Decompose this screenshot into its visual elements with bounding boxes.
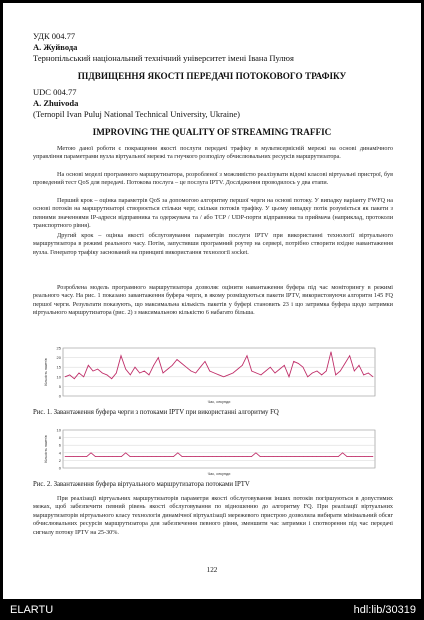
data-point: [307, 376, 308, 377]
x-axis-label: Час, секунди: [207, 472, 231, 476]
data-point: [144, 371, 145, 372]
data-point: [134, 456, 135, 457]
data-point: [121, 456, 122, 457]
data-point: [265, 371, 266, 372]
data-point: [312, 456, 313, 457]
data-point: [93, 371, 94, 372]
data-point: [242, 365, 243, 366]
data-point: [163, 373, 164, 374]
title-ua: ПІДВИЩЕННЯ ЯКОСТІ ПЕРЕДАЧІ ПОТОКОВОГО ТРАФІКУ: [77, 71, 347, 81]
data-point: [273, 456, 274, 457]
data-point: [223, 376, 224, 377]
data-point: [104, 456, 105, 457]
data-point: [221, 456, 222, 457]
data-point: [212, 456, 213, 457]
y-tick-label: 6: [58, 442, 61, 448]
data-point: [167, 369, 168, 370]
data-point: [191, 371, 192, 372]
data-point: [347, 456, 348, 457]
data-point: [139, 373, 140, 374]
paragraph-3: Перший крок – оцінка параметрів QoS за допомогою алгоритму першої черги на основі потоку. У випадку варіанту FWFQ на основі потоків на маршрутизаторі створюється стільки черг, скільки потоків трафіку. У цьому випадку потік розуміється як пакети з певними значеннями IP-адреси відправника та одержувача та / або TCP / UDP-порти відправника та приймача (наприклад, протоколи транспортного рівня).: [33, 197, 393, 230]
data-point: [186, 456, 187, 457]
y-tick-label: 0: [58, 465, 61, 471]
y-tick-label: 8: [58, 435, 61, 441]
data-point: [243, 456, 244, 457]
data-point: [368, 456, 369, 457]
virtual-router-buffer-chart: [41, 427, 381, 477]
plot-area: [63, 430, 375, 468]
data-point: [256, 452, 257, 453]
data-point: [190, 456, 191, 457]
data-point: [69, 375, 70, 376]
data-point: [121, 355, 122, 356]
data-point: [111, 378, 112, 379]
data-point: [186, 367, 187, 368]
data-point: [138, 456, 139, 457]
data-point: [135, 367, 136, 368]
data-point: [91, 452, 92, 453]
data-point: [173, 456, 174, 457]
data-point: [169, 456, 170, 457]
page-number: 122: [206, 566, 218, 574]
data-point: [293, 361, 294, 362]
data-point: [69, 456, 70, 457]
data-point: [99, 456, 100, 457]
plot-area: [63, 348, 375, 396]
data-point: [233, 373, 234, 374]
data-point: [238, 456, 239, 457]
data-point: [289, 376, 290, 377]
data-point: [208, 456, 209, 457]
data-point: [256, 373, 257, 374]
data-point: [286, 456, 287, 457]
data-point: [303, 367, 304, 368]
y-tick-label: 10: [56, 427, 61, 433]
data-point: [79, 373, 80, 374]
data-point: [182, 456, 183, 457]
data-point: [334, 456, 335, 457]
data-point: [340, 371, 341, 372]
data-point: [373, 456, 374, 457]
figure-1-caption: Рис. 1. Завантаження буфера черги з потоками IPTV при використанні алгоритму FQ: [33, 409, 279, 416]
data-point: [354, 371, 355, 372]
data-point: [83, 376, 84, 377]
repository-name: ELARTU: [10, 604, 54, 616]
data-point: [284, 365, 285, 366]
y-tick-label: 2: [58, 457, 61, 463]
data-point: [156, 456, 157, 457]
data-point: [269, 456, 270, 457]
data-point: [360, 456, 361, 457]
figure-2-caption: Рис. 2. Завантаження буфера віртуального маршрутизатора потоками IPTV: [33, 481, 250, 488]
data-point: [261, 375, 262, 376]
data-point: [102, 373, 103, 374]
data-point: [247, 355, 248, 356]
data-point: [125, 369, 126, 370]
data-point: [355, 456, 356, 457]
data-point: [177, 359, 178, 360]
affiliation-ua: Тернопільський національний технічний університет імені Івана Пулюя: [33, 53, 294, 63]
data-point: [329, 456, 330, 457]
paragraph-1: Метою даної роботи є покращення якості послуги передачі трафіку в мультисервісній мережі на основі динамічного управління параметрами вузла віртуальної мережі та гнучкого розподілу обчислювальних ресурсів маршрутизатора.: [33, 145, 393, 161]
data-point: [73, 456, 74, 457]
data-point: [251, 371, 252, 372]
data-point: [149, 375, 150, 376]
buffer-queue-chart: [41, 345, 381, 405]
data-point: [308, 456, 309, 457]
data-point: [303, 456, 304, 457]
data-point: [234, 456, 235, 457]
footer-bar: [0, 600, 424, 620]
data-point: [331, 351, 332, 352]
data-point: [214, 373, 215, 374]
data-point: [264, 456, 265, 457]
y-tick-label: 10: [56, 374, 61, 380]
data-point: [321, 456, 322, 457]
data-point: [143, 456, 144, 457]
data-point: [225, 456, 226, 457]
y-tick-label: 0: [58, 393, 61, 399]
data-point: [74, 378, 75, 379]
paragraph-4: Другий крок – оцінка якості обслуговування параметрів послуги IPTV при використанні технології віртуального маршрутизатора в режимі реального часу. Потім, запустивши програмний роутер на сервері, потрібно створити вхідне навантаження вузла. Генератор трафіку заснований на принципі використання технології socket.: [33, 232, 393, 256]
data-point: [345, 363, 346, 364]
data-point: [130, 375, 131, 376]
x-axis-label: Час, секунди: [207, 400, 231, 404]
data-point: [125, 452, 126, 453]
data-point: [275, 373, 276, 374]
y-tick-label: 5: [58, 383, 61, 389]
data-point: [368, 373, 369, 374]
data-point: [203, 456, 204, 457]
data-point: [153, 365, 154, 366]
data-point: [95, 456, 96, 457]
data-point: [270, 367, 271, 368]
data-point: [108, 456, 109, 457]
data-point: [364, 456, 365, 457]
data-point: [342, 452, 343, 453]
data-point: [65, 376, 66, 377]
data-point: [209, 371, 210, 372]
y-tick-label: 4: [58, 450, 61, 456]
data-point: [172, 365, 173, 366]
y-axis-label: Кількість пакетів: [44, 435, 48, 463]
data-point: [317, 371, 318, 372]
data-point: [147, 456, 148, 457]
udc-ua: УДК 004.77: [33, 31, 76, 41]
data-point: [199, 456, 200, 457]
data-point: [359, 365, 360, 366]
data-point: [216, 456, 217, 457]
data-point: [282, 456, 283, 457]
y-tick-label: 20: [56, 355, 61, 361]
data-point: [237, 369, 238, 370]
data-point: [335, 375, 336, 376]
data-point: [107, 375, 108, 376]
data-point: [78, 456, 79, 457]
y-axis-label: Кількість пакетів: [44, 358, 48, 386]
data-point: [326, 371, 327, 372]
data-point: [117, 456, 118, 457]
udc-en: UDC 004.77: [33, 87, 77, 97]
data-point: [351, 456, 352, 457]
paragraph-5: Розроблена модель програмного маршрутизатора дозволяє оцінити навантаження буфера під час моніторингу в режимі реального часу. На рис. 1 показано завантаження буфера черги, в якому розміщуються пакети IPTV, використовуючи алгоритм 145 FQ першої черги. Результати показують, що максимальна кількість пакетів у буфері становить 23 і що затримка буфера щодо затримки віртуального маршрутизатора (рис. 2) з максимальною кількістю 6 набагато більша.: [33, 284, 393, 317]
data-point: [373, 376, 374, 377]
title-en: IMPROVING THE QUALITY OF STREAMING TRAFFIC: [92, 127, 332, 137]
data-point: [130, 456, 131, 457]
data-point: [299, 456, 300, 457]
document-page: [3, 3, 421, 599]
data-point: [228, 375, 229, 376]
data-point: [65, 456, 66, 457]
data-point: [247, 456, 248, 457]
handle-link[interactable]: hdl:lib/30319: [353, 604, 416, 616]
data-point: [151, 456, 152, 457]
author-en: A. Zhuivoda: [33, 98, 79, 108]
data-point: [277, 456, 278, 457]
author-ua: А. Жуйвода: [33, 42, 78, 52]
data-point: [116, 373, 117, 374]
data-point: [205, 361, 206, 362]
y-tick-label: 15: [56, 364, 61, 370]
y-tick-label: 25: [56, 345, 61, 351]
paragraph-2: На основі моделі програмного маршрутизатора, розробленої з можливістю реалізувати відомі класові віртуальні пристрої, був проведений тест QoS для передачі. Потокова послуга – це послуга IPTV. Дослідження проводилось у два етапи.: [33, 171, 393, 187]
data-point: [290, 456, 291, 457]
data-point: [316, 456, 317, 457]
data-point: [279, 369, 280, 370]
data-point: [338, 456, 339, 457]
affiliation-en: (Ternopil Ivan Puluj National Technical University, Ukraine): [33, 109, 241, 119]
data-point: [160, 456, 161, 457]
data-point: [88, 365, 89, 366]
data-point: [158, 357, 159, 358]
data-point: [260, 456, 261, 457]
data-point: [82, 456, 83, 457]
data-point: [312, 373, 313, 374]
data-point: [97, 369, 98, 370]
data-point: [112, 456, 113, 457]
data-point: [200, 367, 201, 368]
data-point: [229, 456, 230, 457]
data-point: [195, 456, 196, 457]
data-point: [219, 375, 220, 376]
data-point: [86, 456, 87, 457]
data-point: [325, 456, 326, 457]
data-point: [181, 363, 182, 364]
data-point: [363, 375, 364, 376]
data-point: [195, 373, 196, 374]
data-point: [251, 456, 252, 457]
data-point: [295, 456, 296, 457]
data-point: [349, 355, 350, 356]
data-point: [321, 375, 322, 376]
data-point: [177, 452, 178, 453]
paragraph-6: При реалізації віртуальних маршрутизаторів параметри якості обслуговування інших потоків погіршуються в допустимих межах, щоб забезпечити певний рівень якості обслуговування по відношенню до алгоритму FQ. При реалізації віртуальних маршрутизаторів віртуального класу технологія динамічної віртуалізації мережевого пристрою дозволила вибирати мінімальний обсяг обчислювальних ресурсів маршрутизатора для забезпечення певного рівня, зменшити час затримки і спотворення під час передачі сигналу потоку IPTV на 25-30%.: [33, 495, 393, 536]
data-point: [164, 456, 165, 457]
data-point: [298, 363, 299, 364]
